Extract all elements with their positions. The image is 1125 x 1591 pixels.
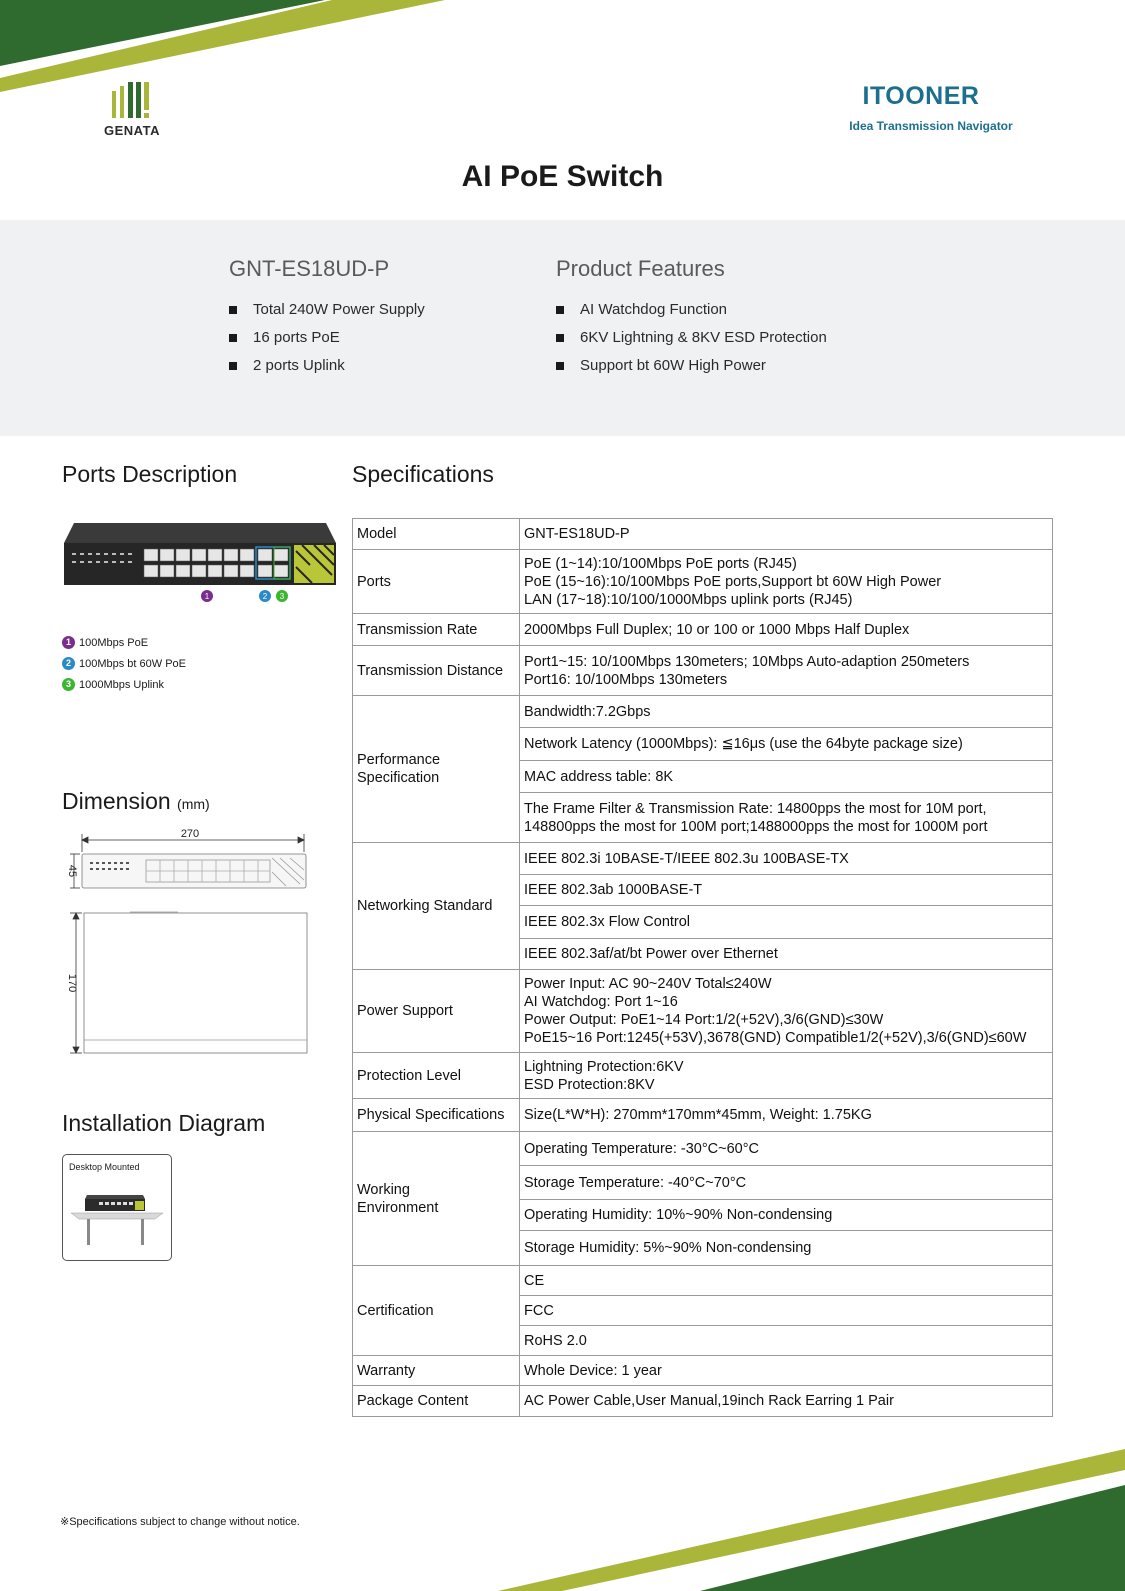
spec-value: MAC address table: 8K [520,761,1053,793]
spec-row [353,1132,1053,1166]
spec-value: The Frame Filter & Transmission Rate: 14800pps the most for 10M port, 148800pps the most for 100M port;1488000pps the most for 1000M port [520,793,1053,843]
spec-value: Size(L*W*H): 270mm*170mm*45mm, Weight: 1.75KG [520,1099,1053,1132]
model-point: 2 ports Uplink [229,352,425,380]
dimension-depth-label: 170 [66,973,78,993]
spec-row [353,1266,1053,1296]
itooner-logo-text: ITOONER [862,82,980,110]
spec-value: PoE (1~14):10/100Mbps PoE ports (RJ45) PoE (15~16):10/100Mbps PoE ports,Support bt 60W High Power LAN (17~18):10/100/1000Mbps uplink ports (RJ45) [520,550,1053,614]
legend-item [62,653,186,674]
feature-point: 6KV Lightning & 8KV ESD Protection [556,324,827,352]
specifications-heading: Specifications [352,461,494,487]
spec-value: Storage Temperature: -40°C~70°C [520,1166,1053,1200]
document-title: AI PoE Switch [461,160,664,193]
spec-row [353,1099,1053,1132]
spec-label: Transmission Distance [353,646,520,696]
dimension-width-label: 270 [180,828,200,840]
features-heading: Product Features [556,256,725,281]
spec-value: RoHS 2.0 [520,1326,1053,1356]
legend-badge: 3 [62,678,75,691]
legend-label: 100Mbps bt 60W PoE [79,657,187,670]
spec-value: Operating Humidity: 10%~90% Non-condensing [520,1200,1053,1231]
callout-num: 3 [279,592,285,601]
spec-label: Package Content [353,1386,520,1417]
spec-label: Warranty [353,1356,520,1386]
itooner-tagline: Idea Transmission Navigator [849,119,1013,133]
spec-value: Power Input: AC 90~240V Total≤240W AI Watchdog: Port 1~16 Power Output: PoE1~14 Port:1/2(+52V),3/6(GND)≤30W PoE15~16 Port:1245(+53V),3678(GND) Compatible1/2(+52V),3/6(GND)≤60W [520,970,1053,1053]
spec-value: Port1~15: 10/100Mbps 130meters; 10Mbps Auto-adaption 250meters Port16: 10/100Mbps 130meters [520,646,1053,696]
spec-row [353,519,1053,550]
spec-label: Certification [353,1266,520,1356]
spec-value: 2000Mbps Full Duplex; 10 or 100 or 1000 Mbps Half Duplex [520,614,1053,646]
spec-row [353,1053,1053,1099]
callout-num: 1 [204,592,210,601]
spec-label-text: Performance Specification [357,752,441,786]
spec-label [353,1132,520,1266]
model-column [229,256,425,380]
spec-row [353,1386,1053,1417]
spec-value: IEEE 802.3af/at/bt Power over Ethernet [520,939,1053,970]
spec-row [353,970,1053,1053]
installation-card [62,1154,172,1261]
specifications-table [352,518,1053,1417]
model-point: 16 ports PoE [229,324,425,352]
genata-logo-text: GENATA [104,123,160,138]
ports-heading: Ports Description [62,461,238,487]
feature-point: AI Watchdog Function [556,296,827,324]
legend-label: 1000Mbps Uplink [79,678,164,691]
legend-badge: 2 [62,657,75,670]
switch-front-image [62,521,338,605]
ports-legend [62,632,186,695]
genata-logo-mark [112,82,152,118]
spec-label [353,696,520,843]
dimension-unit: (mm) [177,796,210,812]
spec-value: CE [520,1266,1053,1296]
footnote: ※Specifications subject to change without notice. [60,1516,300,1528]
spec-label: Model [353,519,520,550]
spec-value: IEEE 802.3i 10BASE-T/IEEE 802.3u 100BASE-TX [520,843,1053,875]
overview-band [0,220,1125,436]
legend-item [62,632,186,653]
spec-value: IEEE 802.3ab 1000BASE-T [520,875,1053,906]
model-heading: GNT-ES18UD-P [229,256,390,281]
spec-row [353,614,1053,646]
dimension-title: Dimension [62,788,171,814]
spec-value: GNT-ES18UD-P [520,519,1053,550]
spec-value: Lightning Protection:6KV ESD Protection:8KV [520,1053,1053,1099]
spec-row [353,1356,1053,1386]
legend-label: 100Mbps PoE [79,636,149,649]
dimension-heading [62,788,210,815]
spec-row [353,550,1053,614]
spec-label-text: Working Environment [357,1181,439,1216]
dimension-drawing [60,824,314,1058]
spec-value: Network Latency (1000Mbps): ≦16μs (use the 64byte package size) [520,728,1053,761]
model-point: Total 240W Power Supply [229,296,425,324]
spec-label: Physical Specifications [353,1099,520,1132]
spec-label: Power Support [353,970,520,1053]
installation-heading: Installation Diagram [62,1110,266,1136]
features-column [556,256,827,380]
itooner-logo [836,82,1026,134]
legend-badge: 1 [62,636,75,649]
legend-item [62,674,186,695]
spec-row [353,843,1053,875]
genata-logo [96,82,176,142]
installation-caption: Desktop Mounted [69,1162,140,1172]
spec-label: Networking Standard [353,843,520,970]
spec-row [353,696,1053,728]
spec-label: Ports [353,550,520,614]
spec-value: AC Power Cable,User Manual,19inch Rack Earring 1 Pair [520,1386,1053,1417]
desktop-mount-icon [69,1191,165,1247]
spec-label: Protection Level [353,1053,520,1099]
spec-label: Transmission Rate [353,614,520,646]
feature-point: Support bt 60W High Power [556,352,827,380]
spec-value: FCC [520,1296,1053,1326]
spec-value: Bandwidth:7.2Gbps [520,696,1053,728]
spec-value: Whole Device: 1 year [520,1356,1053,1386]
spec-row [353,646,1053,696]
callout-num: 2 [262,592,268,601]
spec-value: Storage Humidity: 5%~90% Non-condensing [520,1231,1053,1266]
spec-value: Operating Temperature: -30°C~60°C [520,1132,1053,1166]
spec-value: IEEE 802.3x Flow Control [520,906,1053,939]
dimension-height-label: 45 [66,864,78,878]
